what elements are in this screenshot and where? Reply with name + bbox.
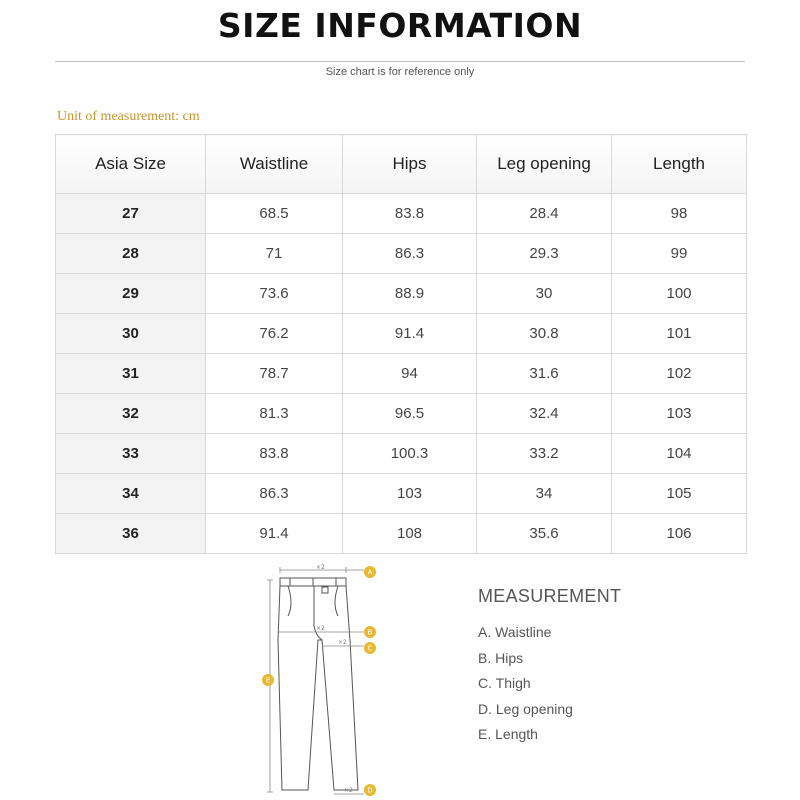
marker-badge [364,642,376,654]
measurement-cell: 108 [343,514,477,554]
size-cell: 33 [56,434,206,474]
measurement-cell: 81.3 [206,394,343,434]
measurement-cell: 83.8 [343,194,477,234]
measurement-cell: 96.5 [343,394,477,434]
header-hips: Hips [343,135,477,194]
hips-half-label: ×2 [316,625,325,632]
measurement-cell: 32.4 [477,394,612,434]
measurement-list [478,620,573,748]
measurement-cell: 68.5 [206,194,343,234]
table-row [56,234,747,274]
size-cell: 31 [56,354,206,394]
size-cell: 32 [56,394,206,434]
measurement-cell: 100 [612,274,747,314]
header-asia-size: Asia Size [56,135,206,194]
measurement-cell: 94 [343,354,477,394]
measurement-cell: 88.9 [343,274,477,314]
measurement-cell: 86.3 [206,474,343,514]
title-divider [55,61,745,62]
measurement-cell: 28.4 [477,194,612,234]
marker-badge [364,784,376,796]
marker-letter: E [265,676,271,685]
measurement-item-hips: B. Hips [478,649,524,666]
measurement-cell: 91.4 [343,314,477,354]
measurement-item-thigh: C. Thigh [478,675,531,692]
measurement-cell: 86.3 [343,234,477,274]
marker-letter: C [367,644,373,653]
measurement-item-leg-opening: D. Leg opening [478,700,573,717]
table-row [56,394,747,434]
marker-letter: A [367,568,373,577]
measurement-cell: 30.8 [477,314,612,354]
table-row [56,274,747,314]
measurement-cell: 100.3 [343,434,477,474]
measurement-cell: 103 [612,394,747,434]
marker-letter: D [367,786,373,795]
measurement-cell: 106 [612,514,747,554]
subtitle: Size chart is for reference only [325,66,475,78]
pants-diagram [258,560,388,800]
header-waistline: Waistline [206,135,343,194]
measurement-cell: 98 [612,194,747,234]
table-row [56,514,747,554]
measurement-cell: 78.7 [206,354,343,394]
table-row [56,194,747,234]
waist-half-label: ×2 [316,564,325,571]
size-cell: 36 [56,514,206,554]
measurement-cell: 101 [612,314,747,354]
header-leg-opening: Leg opening [477,135,612,194]
thigh-half-label: ×2 [338,639,347,646]
table-row [56,434,747,474]
measurement-cell: 83.8 [206,434,343,474]
unit-note: Unit of measurement: cm [57,109,200,124]
marker-letter: B [367,628,373,637]
measurement-title: MEASUREMENT [478,586,622,606]
measurement-cell: 73.6 [206,274,343,314]
measurement-cell: 105 [612,474,747,514]
measurement-cell: 102 [612,354,747,394]
measurement-cell: 35.6 [477,514,612,554]
measurement-cell: 34 [477,474,612,514]
measurement-cell: 71 [206,234,343,274]
measurement-item-waistline: A. Waistline [478,624,552,640]
header-length: Length [612,135,747,194]
size-table [55,134,747,554]
table-row [56,474,747,514]
page-title: SIZE INFORMATION [217,6,583,45]
measurement-cell: 33.2 [477,434,612,474]
marker-badge [364,626,376,638]
table-header-row [56,135,747,194]
size-cell: 28 [56,234,206,274]
marker-badge [262,674,274,686]
marker-badge [364,566,376,578]
measurement-cell: 91.4 [206,514,343,554]
leg-opening-half-label: ×2 [344,787,353,794]
size-cell: 30 [56,314,206,354]
measurement-cell: 30 [477,274,612,314]
size-cell: 34 [56,474,206,514]
measurement-cell: 31.6 [477,354,612,394]
measurement-cell: 103 [343,474,477,514]
table-row [56,314,747,354]
measurement-item-length: E. Length [478,726,538,743]
size-cell: 27 [56,194,206,234]
measurement-cell: 99 [612,234,747,274]
measurement-cell: 29.3 [477,234,612,274]
table-row [56,354,747,394]
measurement-cell: 76.2 [206,314,343,354]
size-cell: 29 [56,274,206,314]
measurement-cell: 104 [612,434,747,474]
